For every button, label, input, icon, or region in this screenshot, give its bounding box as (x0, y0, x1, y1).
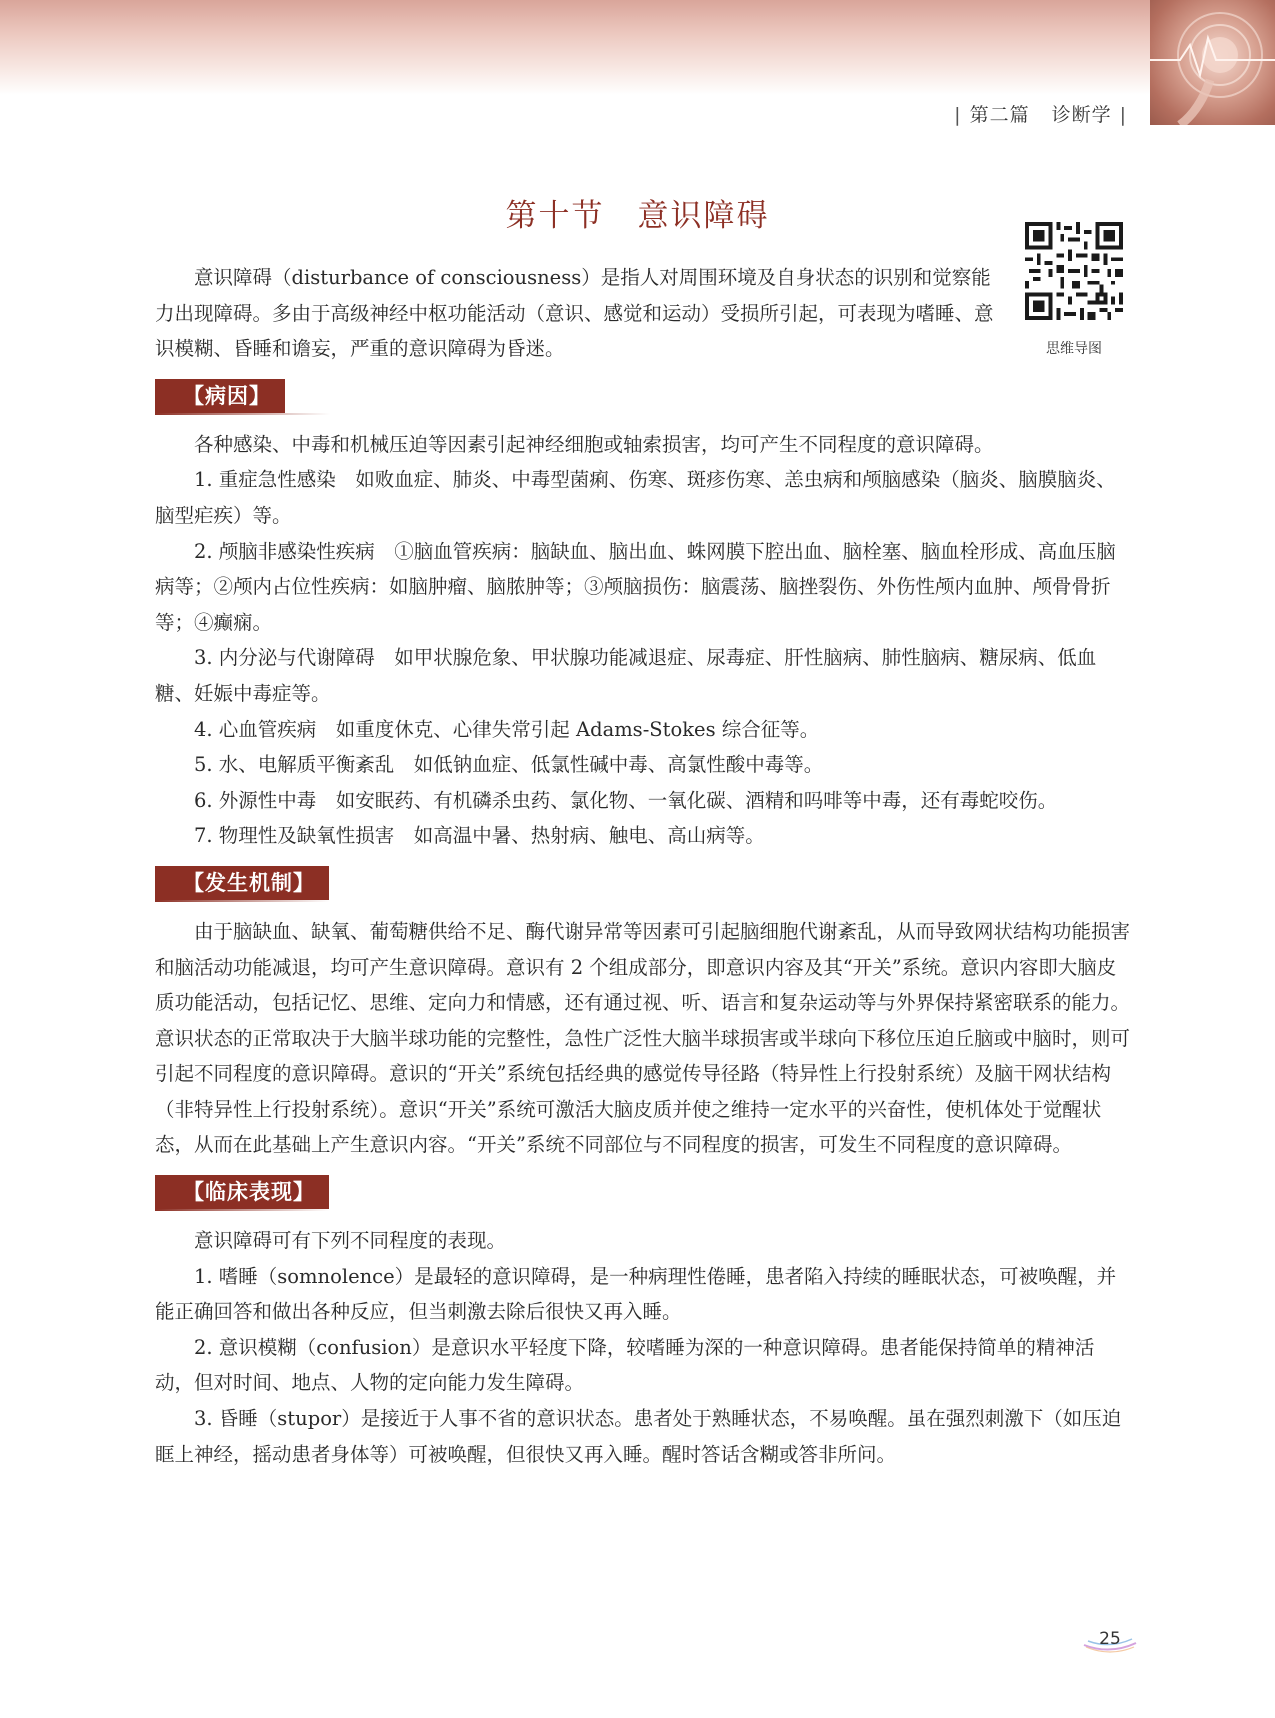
heading-underline (155, 413, 330, 415)
mechanism-heading: 【发生机制】 (155, 866, 329, 900)
etiology-item: 1. 重症急性感染 如败血症、肺炎、中毒型菌痢、伤寒、斑疹伤寒、恙虫病和颅脑感染（脑炎、脑膜脑炎、脑型疟疾）等。 (155, 468, 1116, 527)
mechanism-heading-block (155, 854, 1130, 914)
heading-underline (155, 900, 330, 902)
etiology-item: 5. 水、电解质平衡紊乱 如低钠血症、低氯性碱中毒、高氯性酸中毒等。 (194, 753, 824, 777)
clinical-lead: 意识障碍可有下列不同程度的表现。 (194, 1229, 507, 1253)
clinical-item: 2. 意识模糊（confusion）是意识水平轻度下降，较嗜睡为深的一种意识障碍。患者能保持简单的精神活动，但对时间、地点、人物的定向能力发生障碍。 (155, 1335, 1095, 1395)
page-number-value: 25 (1099, 1629, 1121, 1649)
intro-paragraph: 意识障碍（disturbance of consciousness）是指人对周围环境及自身状态的识别和觉察能力出现障碍。多由于高级神经中枢功能活动（意识、感觉和运动）受损所引起，可表现为嗜睡、意识模糊、昏睡和谵妄，严重的意识障碍为昏迷。 (155, 266, 994, 361)
clinical-heading-block (155, 1163, 1130, 1223)
clinical-item: 3. 昏睡（stupor）是接近于人事不省的意识状态。患者处于熟睡状态，不易唤醒。虽在强烈刺激下（如压迫眶上神经，摇动患者身体等）可被唤醒，但很快又再入睡。醒时答话含糊或答非所问。 (155, 1407, 1122, 1466)
etiology-heading: 【病因】 (155, 379, 285, 413)
header-divider: | (1119, 104, 1127, 126)
header-subject: 诊断学 (1051, 104, 1112, 126)
page-number (1080, 1627, 1140, 1657)
header-band (0, 0, 1275, 95)
mechanism-paragraph: 由于脑缺血、缺氧、葡萄糖供给不足、酶代谢异常等因素可引起脑细胞代谢紊乱，从而导致网状结构功能损害和脑活动功能减退，均可产生意识障碍。意识有 2 个组成部分，即意识内容及其“开关”系统。意识内容即大脑皮质功能活动，包括记忆、思维、定向力和情感，还有通过视、听、语言和复杂运动等与外界保持紧密联系的能力。意识状态的正常取决于大脑半球功能的完整性，急性广泛性大脑半球损害或半球向下移位压迫丘脑或中脑时，则可引起不同程度的意识障碍。意识的“开关”系统包括经典的感觉传导径路（特异性上行投射系统）及脑干网状结构（非特异性上行投射系统）。意识“开关”系统可激活大脑皮质并使之维持一定水平的兴奋性，使机体处于觉醒状态，从而在此基础上产生意识内容。“开关”系统不同部位与不同程度的损害，可发生不同程度的意识障碍。 (155, 919, 1131, 1157)
etiology-item: 6. 外源性中毒 如安眠药、有机磷杀虫药、氯化物、一氧化碳、酒精和吗啡等中毒，还有毒蛇咬伤。 (194, 788, 1058, 812)
etiology-heading-block (155, 367, 1130, 427)
etiology-lead: 各种感染、中毒和机械压迫等因素引起神经细胞或轴索损害，均可产生不同程度的意识障碍。 (194, 432, 994, 456)
header-part: 第二篇 (969, 104, 1030, 126)
clinical-item: 1. 嗜睡（somnolence）是最轻的意识障碍，是一种病理性倦睡，患者陷入持续的睡眠状态，可被唤醒，并能正确回答和做出各种反应，但当刺激去除后很快又再入睡。 (155, 1264, 1117, 1324)
heading-underline (155, 1209, 330, 1211)
etiology-item: 7. 物理性及缺氧性损害 如高温中暑、热射病、触电、高山病等。 (194, 824, 765, 848)
chapter-header (946, 100, 1135, 127)
etiology-item: 4. 心血管疾病 如重度休克、心律失常引起 Adams-Stokes 综合征等。 (194, 717, 820, 741)
qr-caption: 思维导图 (1046, 341, 1102, 357)
etiology-item: 2. 颅脑非感染性疾病 ①脑血管疾病：脑缺血、脑出血、蛛网膜下腔出血、脑栓塞、脑血栓形成、高血压脑病等；②颅内占位性疾病：如脑肿瘤、脑脓肿等；③颅脑损伤：脑震荡、脑挫裂伤、外伤性颅内血肿、颅骨骨折等；④癫痫。 (155, 539, 1116, 634)
main-content (155, 260, 1130, 1472)
section-title: 第十节 意识障碍 (505, 198, 770, 234)
etiology-item: 3. 内分泌与代谢障碍 如甲状腺危象、甲状腺功能减退症、尿毒症、肝性脑病、肺性脑病、糖尿病、低血糖、妊娠中毒症等。 (155, 646, 1097, 705)
header-divider: | (954, 104, 962, 126)
stethoscope-heart-icon (1150, 0, 1275, 125)
clinical-heading: 【临床表现】 (155, 1175, 329, 1209)
